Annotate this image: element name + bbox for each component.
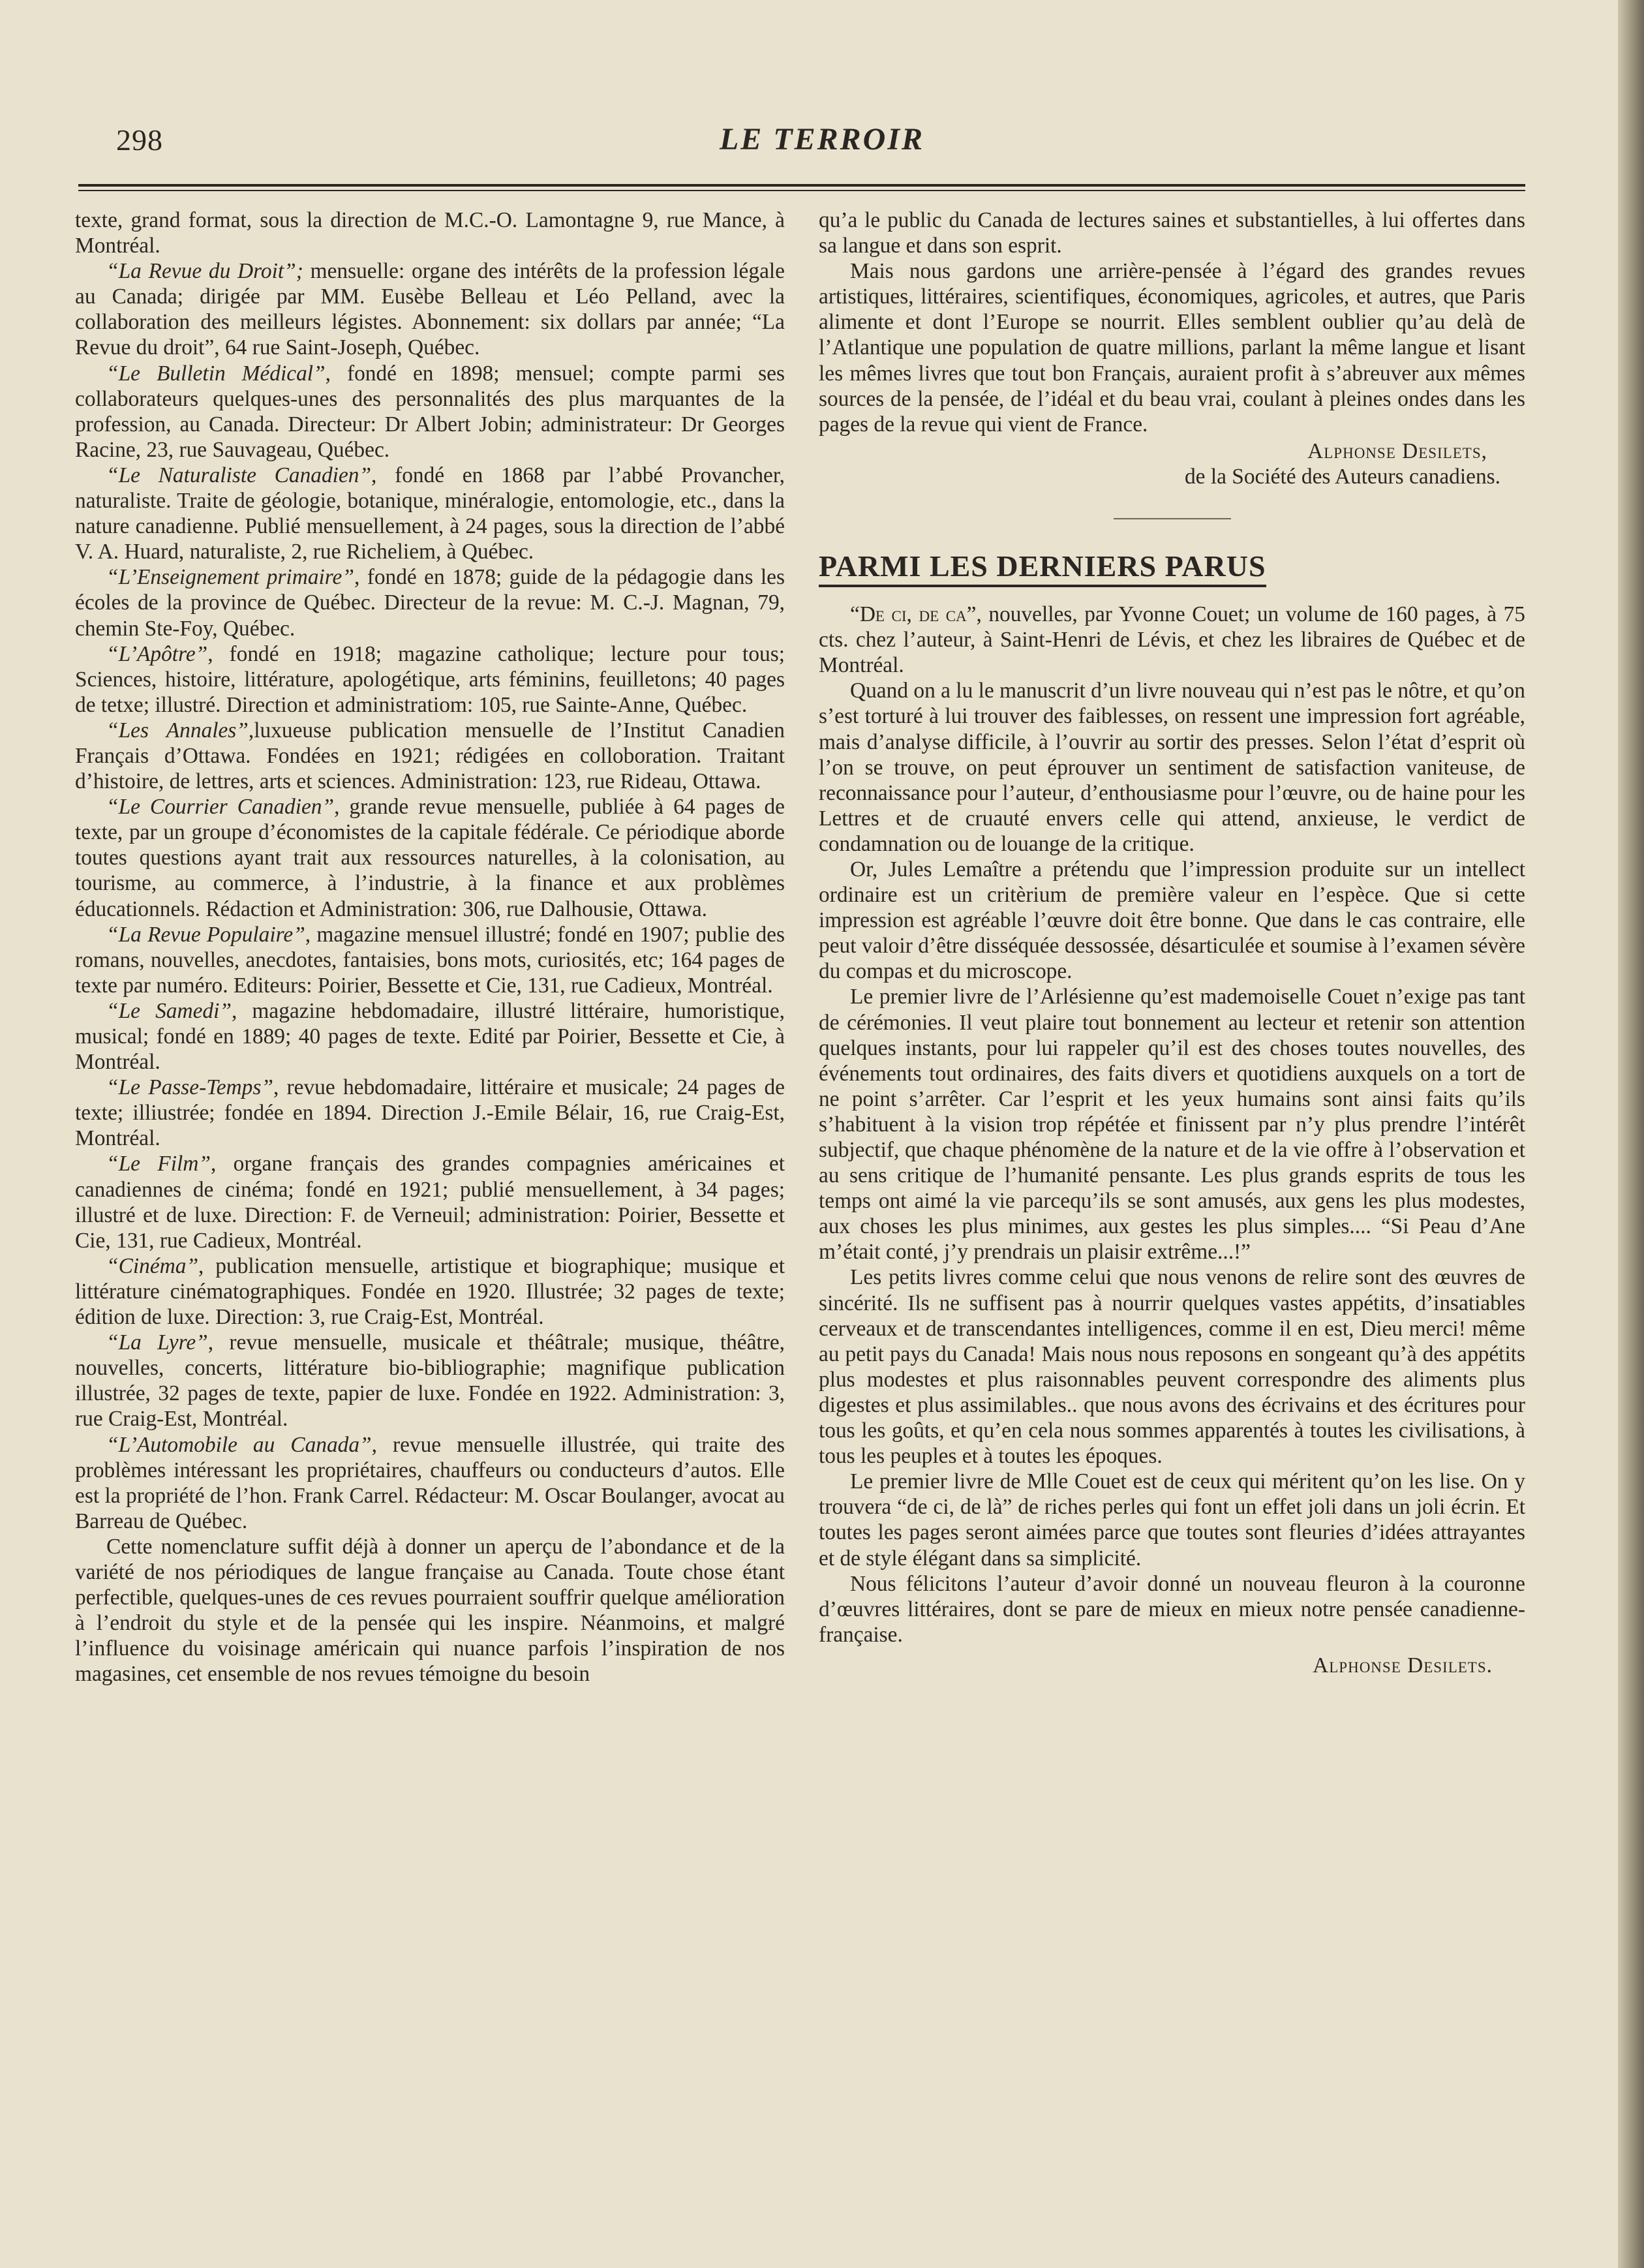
signature-final: Alphonse Desilets. [1313,1653,1493,1678]
periodical-title: “Cinéma” [106,1253,199,1278]
paragraph-text: Cette nomenclature suffit déjà à donner un aperçu de l’abondance et de la variété de nos périodiques de langue française au Canada. Toute chose étant perfectible, quelques-unes de ces revues pourraient souffrir quelque amélioration à l’endroit du style et de la pensée qui les inspire. Néanmoins, et malgré l’influence du voisinage américain qui nuance parfois l’inspiration de nos magasines, cet ensemble de nos revues témoigne du besoin [75,1534,785,1687]
left-paragraph [75,1253,785,1330]
paragraph-text: , fondé en 1878; guide de la pédagogie dans les écoles de la province de Québec. Directeur de la revue: M. C.-J. Magnan, 79, chemin Ste-Foy, Québec. [75,565,785,641]
header-rule-thin [78,190,1525,191]
review-paragraph: Le premier livre de l’Arlésienne qu’est mademoiselle Couet n’exige pas tant de cérémonies. Il veut plaire tout bonnement au lecteur et retenir son attention quelques instants, pour lui rappeler qu’il est des choses toutes nouvelles, des événements tout ordinaires, des faits divers et quotidiens auxquels on a tort de ne point s’arrêter. Car l’esprit et les yeux humains sont ainsi faits qu’ils s’habituent à la vision trop répétée et finissent par n’y plus prendre l’intérêt subjectif, que chaque phénomène de la nature et de la vie offre à l’observation et au sens critique de l’humanité pensante. Les plus grands esprits de tous les temps ont aimé la vie parcequ’ils se sont amusés, aux gens les plus modestes, aux choses les plus minimes, aux gestes les plus simples.... “Si Peau d’Ane m’était conté, j’y prendrais un plaisir extrême...!” [819,985,1525,1264]
page-number: 298 [116,123,163,157]
section-separator [1114,518,1231,519]
paragraph-text: texte, grand format, sous la direction de M.C.-O. Lamontagne 9, rue Mance, à Montréal. [75,208,785,258]
left-paragraph [75,207,785,258]
periodical-title: “Le Passe-Temps” [106,1075,273,1100]
left-paragraph [75,564,785,641]
left-paragraph [75,258,785,360]
paragraph-text: , magazine hebdomadaire, illustré littéraire, humoristique, musical; fondé en 1889; 40 pages de texte. Edité par Poirier, Bessette et Cie, à Montréal. [75,998,785,1075]
paragraph-text: , fondé en 1918; magazine catholique; lecture pour tous; Sciences, histoire, littérature, apologétique, arts féminins, feuilletons; 40 pages de tetxe; illustré. Direction et administratiom: 105, rue Sainte-Anne, Québec. [75,641,785,717]
left-paragraph [75,718,785,794]
header-rule-thick [78,184,1525,187]
paragraph-text: , grande revue mensuelle, publiée à 64 pages de texte, par un groupe d’économistes de la capitale fédérale. Ce périodique aborde toutes questions ayant trait aux ressources naturelles, à la colonisation, au tourisme, au commerce, à l’industrie, à la finance et aux problèmes éducationnels. Rédaction et Administration: 306, rue Dalhousie, Ottawa. [75,795,785,921]
paragraph-text: , revue hebdomadaire, littéraire et musicale; 24 pages de texte; illiustrée; fondée en 1894. Direction J.-Emile Bélair, 16, rue Craig-Est, Montréal. [75,1075,785,1151]
section-lead-paragraph [819,602,1525,678]
periodical-title: “L’Automobile au Canada” [106,1432,372,1457]
paragraph-text: , revue mensuelle, musicale et théâtrale; musique, théâtre, nouvelles, concerts, littérature bio-bibliographie; magnifique publication illustrée, 32 pages de texte, papier de luxe. Fondée en 1922. Administration: 3, rue Craig-Est, Montréal. [75,1330,785,1432]
left-paragraph [75,1151,785,1253]
review-paragraph: Or, Jules Lemaître a prétendu que l’impression produite sur un intellect ordinaire est un critèrium de première valeur en l’espèce. Que si cette impression est agréable l’œuvre doit être bonne. Que dans le cas contraire, elle peut valoir d’être disséquée dessossée, désarticulée et soumise à l’examen sévère du compas et du microscope. [819,857,1525,984]
page-header-title: LE TERROIR [719,122,925,157]
section-lead-text: , nouvelles, par Yvonne Couet; un volume de 160 pages, à 75 cts. chez l’auteur, à Saint-Henri de Lévis, et chez les libraires de Québec et de Montréal. [819,602,1525,678]
left-paragraph [75,361,785,463]
review-paragraph: Quand on a lu le manuscrit d’un livre nouveau qui n’est pas le nôtre, et qu’on s’est torturé à lui trouver des faiblesses, on ressent une impression fort agréable, mais d’analyse difficile, à l’ouvrir au sortir des presses. Selon l’état d’esprit où l’on se trouve, on peut éprouver un sentiment de satisfaction vaniteuse, de reconnaissance pour l’auteur, d’enthousiasme pour l’œuvre, ou de haine pour les Lettres et de cruauté envers celle qui attend, anxieuse, le verdict de condamnation ou de louange de la critique. [819,679,1525,856]
left-paragraph [75,641,785,718]
left-paragraph [75,463,785,564]
paragraph-text: , magazine mensuel illustré; fondé en 1907; publie des romans, nouvelles, anecdotes, fantaisies, bons mots, curiosités, etc; 164 pages de texte par numéro. Editeurs: Poirier, Bessette et Cie, 131, rue Cadieux, Montréal. [75,922,785,998]
paragraph-text: , revue mensuelle illustrée, qui traite des problèmes intéressant les propriétaires, chauffeurs ou conducteurs d’autos. Elle est la propriété de l’hon. Frank Carrel. Rédacteur: M. Oscar Boulanger, avocat au Barreau de Québec. [75,1432,785,1533]
right-column-intro [819,207,1525,437]
left-paragraph [75,1330,785,1432]
periodical-title: “La Revue du Droit”; [106,259,303,284]
right-paragraph: Mais nous gardons une arrière-pensée à l’égard des grandes revues artistiques, littéraires, scientifiques, économiques, agricoles, et autres, que Paris alimente et dont l’Europe se nourrit. Elles semblent oublier qu’au delà de l’Atlantique une population de quatre millions, parlant la même langue et lisant les mêmes livres que tout bon Français, auraient profit à s’abreuver aux mêmes sources de la pensée, de l’idéal et du beau vrai, coulant à pleines ondes dans les pages de la revue qui vient de France. [819,259,1525,437]
left-paragraph [75,1432,785,1534]
periodical-title: “L’Enseignement primaire” [106,565,354,590]
paragraph-text: ,luxueuse publication mensuelle de l’Institut Canadien Français d’Ottawa. Fondées en 1921; rédigées en colloboration. Traitant d’histoire, de lettres, arts et sciences. Administration: 123, rue Rideau, Ottawa. [75,718,785,794]
section-lead-title: “De ci, de ca” [850,602,977,627]
periodical-title: “Le Naturaliste Canadien” [106,463,372,487]
signature-name: Alphonse Desilets, [1307,438,1487,463]
review-paragraph: Nous félicitons l’auteur d’avoir donné un nouveau fleuron à la couronne d’œuvres littéraires, dont se pare de mieux en mieux notre pensée canadienne-française. [819,1571,1525,1647]
periodical-title: “L’Apôtre” [106,641,208,666]
left-column [75,207,785,1687]
left-paragraph [75,1534,785,1687]
signature-affiliation: de la Société des Auteurs canadiens. [1184,464,1500,489]
review-paragraph: Le premier livre de Mlle Couet est de ceux qui méritent qu’on les lise. On y trouvera “de ci, de là” de riches perles qui font un effet joli dans un joli écrin. Et toutes les pages seront aimées parce que toutes sont fleuries d’idées attrayantes et de style élégant dans sa simplicité. [819,1469,1525,1571]
left-paragraph [75,922,785,998]
periodical-title: “Le Samedi” [106,998,232,1023]
periodical-title: “Les Annales” [106,718,249,743]
section-body [819,678,1525,1647]
paragraph-text: , fondé en 1898; mensuel; compte parmi ses collaborateurs quelques-unes des personnalités des plus marquantes de la profession, au Canada. Directeur: Dr Albert Jobin; administrateur: Dr Georges Racine, 23, rue Sauvageau, Québec. [75,361,785,462]
page-edge-shadow [1618,0,1644,2268]
review-paragraph: Les petits livres comme celui que nous venons de relire sont des œuvres de sincérité. Ils ne suffisent pas à nourrir quelques vastes appétits, d’insatiables cerveaux et de transcendantes intelligences, comme il en est, Dieu merci! même au petit pays du Canada! Mais nous nous reposons en songeant qu’à des appétits plus modestes et plus raisonnables peuvent correspondre des aliments plus digestes et plus assimilables.. que nous avons des écrivains et des écritures pour tous les goûts, et qu’en cela nous sommes apparentés à toutes les civilisations, à tous les peuples et à toutes les époques. [819,1265,1525,1469]
section-title: PARMI LES DERNIERS PARUS [819,549,1266,587]
paragraph-text: mensuelle: organe des intérêts de la profession légale au Canada; dirigée par MM. Eusèbe Belleau et Léo Pelland, avec la collaboration des meilleurs légistes. Abonnement: six dollars par année; “La Revue du droit”, 64 rue Saint-Joseph, Québec. [75,259,785,360]
periodical-title: “Le Bulletin Médical” [106,361,326,386]
periodical-title: “Le Courrier Canadien” [106,795,335,820]
left-paragraph [75,794,785,921]
periodical-title: “La Revue Populaire” [106,922,305,947]
paragraph-text: , fondé en 1868 par l’abbé Provancher, naturaliste. Traite de géologie, botanique, minéralogie, entomologie, etc., dans la nature canadienne. Publié mensuellement, à 24 pages, sous la direction de l’abbé V. A. Huard, naturaliste, 2, rue Richeliem, à Québec. [75,463,785,564]
left-paragraph [75,1075,785,1151]
periodical-title: “La Lyre” [106,1330,208,1355]
paragraph-text: , publication mensuelle, artistique et biographique; musique et littérature cinématographiques. Fondée en 1920. Illustrée; 32 pages de texte; édition de luxe. Direction: 3, rue Craig-Est, Montréal. [75,1253,785,1330]
right-paragraph: qu’a le public du Canada de lectures saines et substantielles, à lui offertes dans sa langue et dans son esprit. [819,208,1525,258]
paragraph-text: , organe français des grandes compagnies américaines et canadiennes de cinéma; fondé en 1921; publié mensuellement, à 34 pages; illustré et de luxe. Direction: F. de Verneuil; administration: Poirier, Bessette et Cie, 131, rue Cadieux, Montréal. [75,1152,785,1253]
right-column [819,207,1525,1678]
periodical-title: “Le Film” [106,1152,211,1176]
left-paragraph [75,998,785,1075]
